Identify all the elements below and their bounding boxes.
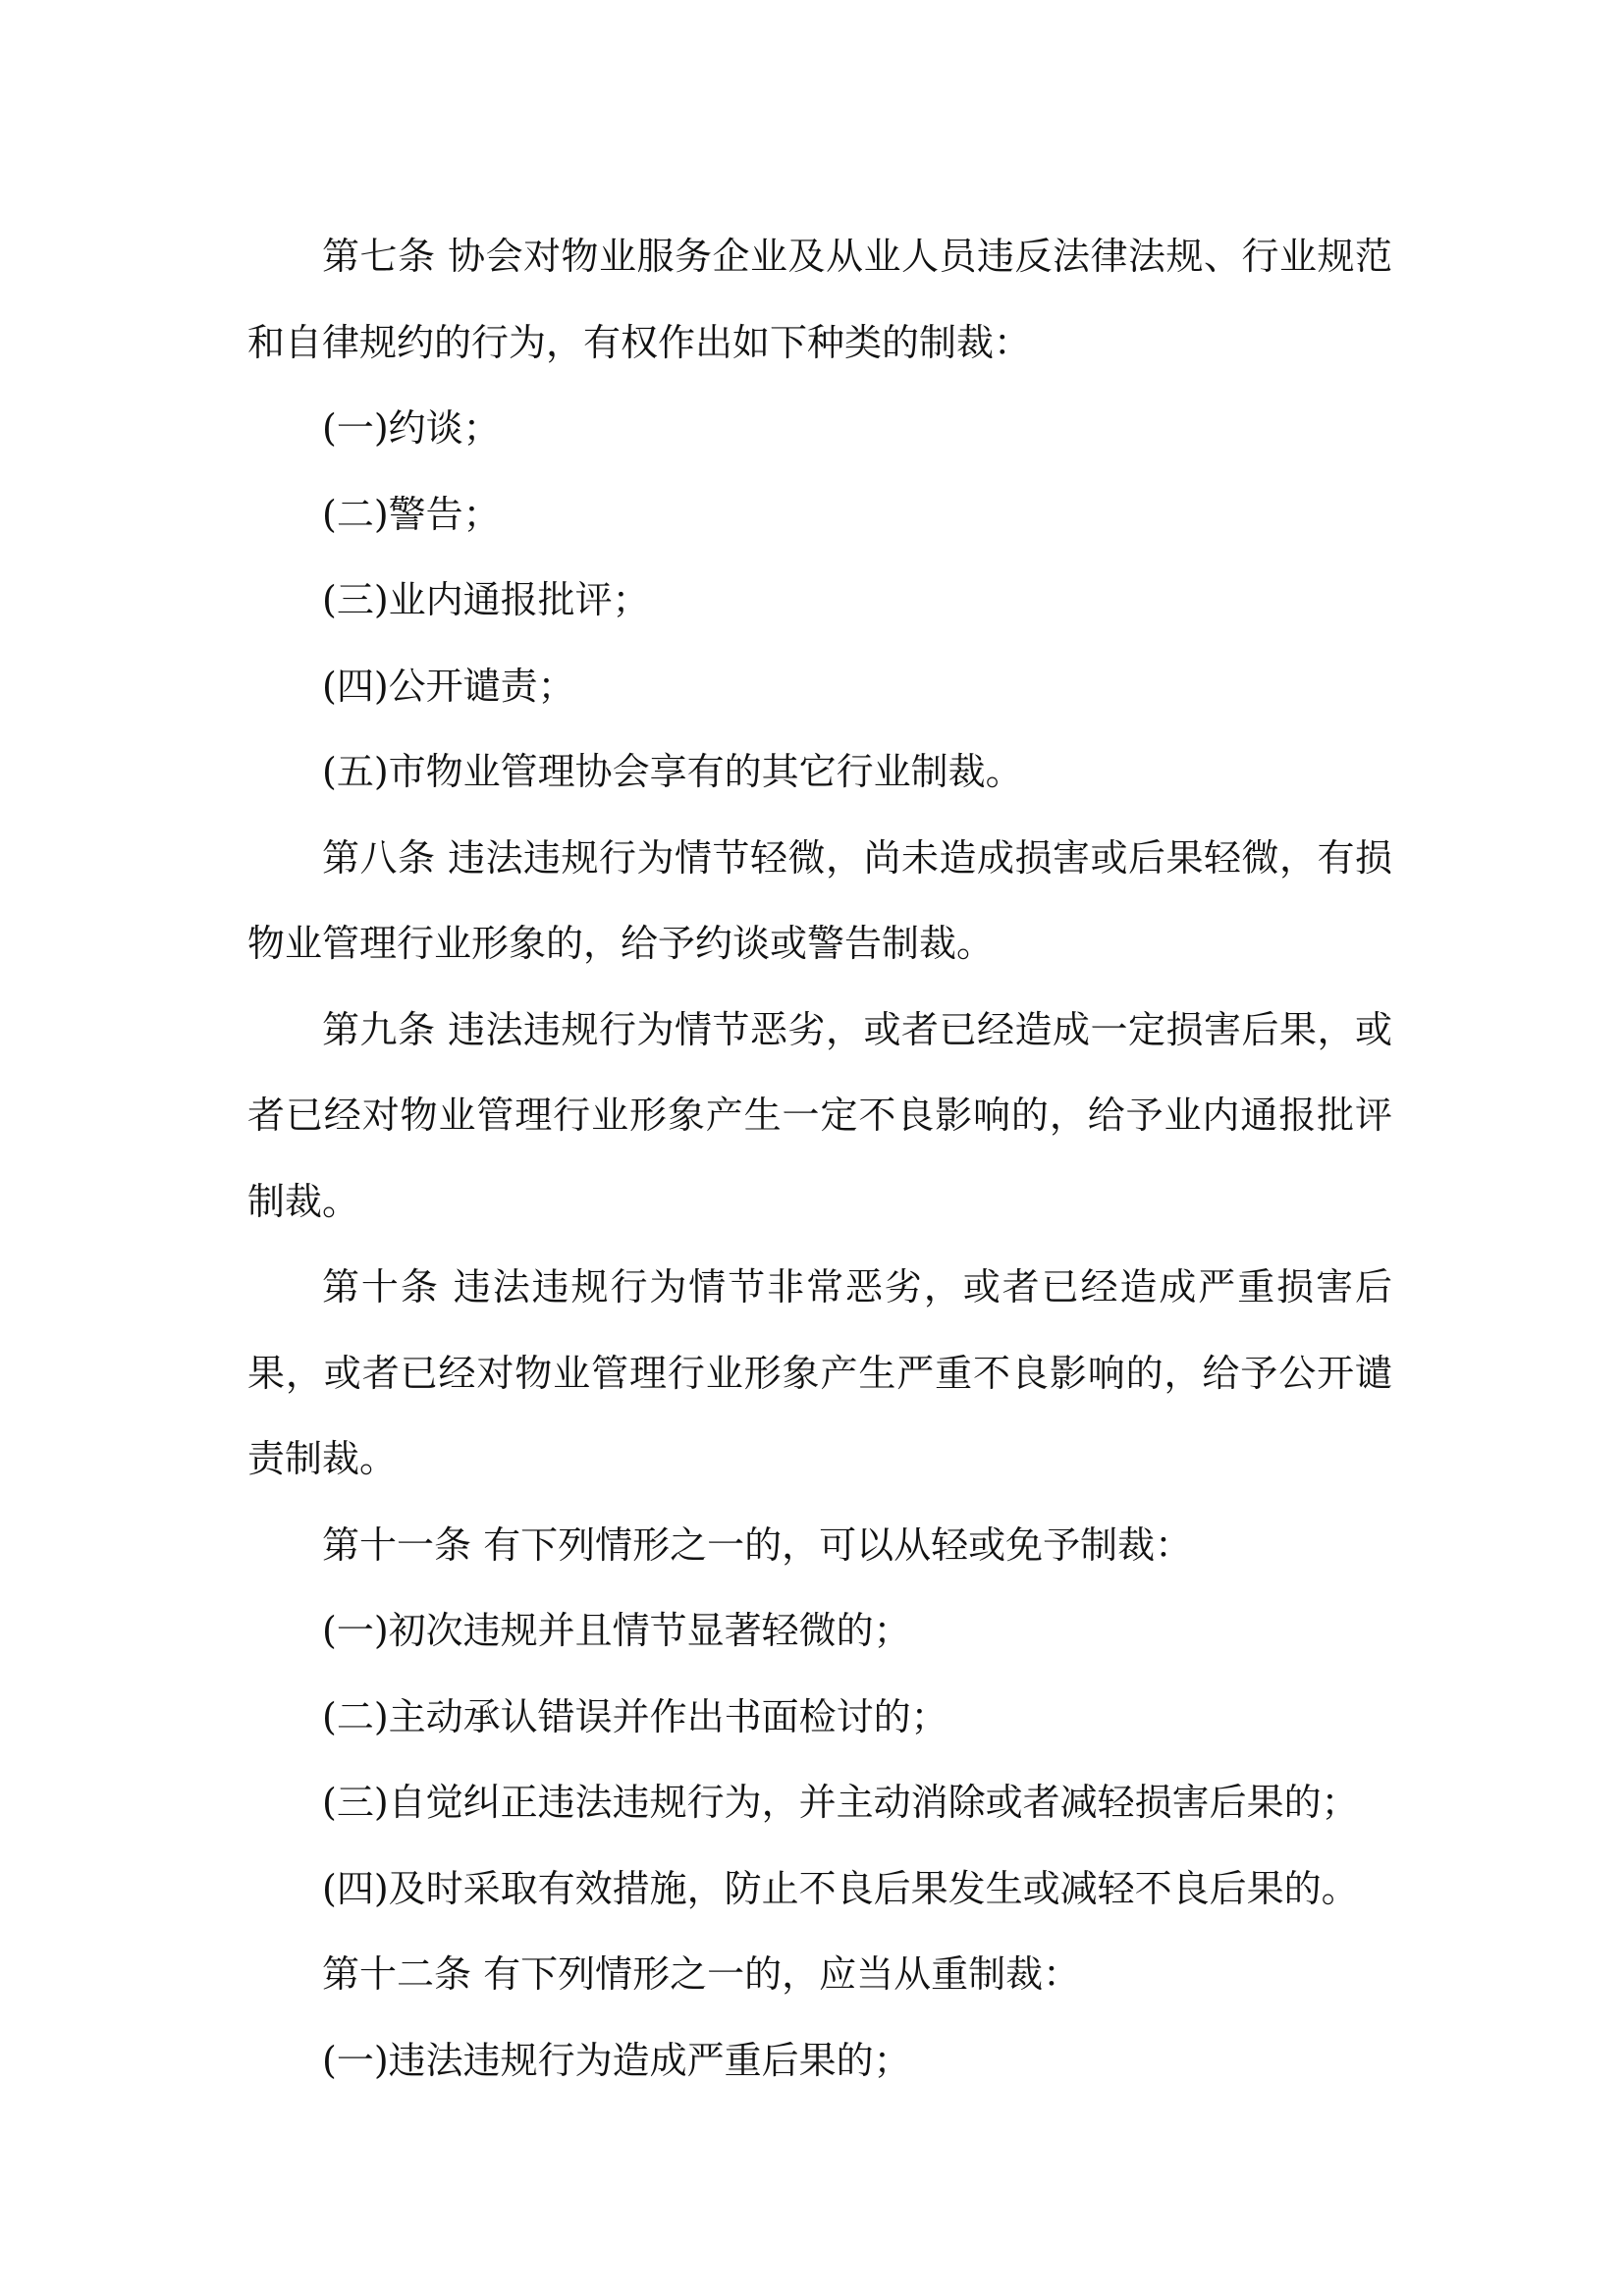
article-12-item-1: (一)违法违规行为造成严重后果的； — [322, 2038, 911, 2082]
article-7-item-4: (四)公开谴责； — [322, 664, 575, 708]
article-11-paragraph: 第十一条 有下列情形之一的，可以从轻或免予制裁： — [322, 1522, 1193, 1567]
article-7-paragraph: 第七条 协会对物业服务企业及从业人员违反法律法规、行业规范和自律规约的行为，有权作出如下种类的制裁： — [247, 235, 1392, 364]
article-11-item-1: (一)初次违规并且情节显著轻微的； — [322, 1609, 911, 1652]
article-7-item-5: (五)市物业管理协会享有的其它行业制裁。 — [322, 750, 1023, 793]
article-11-item-4: (四)及时采取有效措施，防止不良后果发生或减轻不良后果的。 — [322, 1866, 1359, 1910]
article-12-paragraph: 第十二条 有下列情形之一的，应当从重制裁： — [322, 1952, 1081, 1996]
article-10-paragraph: 第十条 违法违规行为情节非常恶劣，或者已经造成严重损害后果，或者已经对物业管理行业形象产生严重不良影响的，给予公开谴责制裁。 — [247, 1265, 1392, 1480]
article-11-item-2: (二)主动承认错误并作出书面检讨的； — [322, 1694, 948, 1738]
article-9-paragraph: 第九条 违法违规行为情节恶劣，或者已经造成一定损害后果，或者已经对物业管理行业形象产生一定不良影响的，给予业内通报批评制裁。 — [247, 1007, 1392, 1223]
article-7-item-1: (一)约谈； — [322, 406, 501, 450]
article-7-item-2: (二)警告； — [322, 492, 501, 536]
article-8-paragraph: 第八条 违法违规行为情节轻微，尚未造成损害或后果轻微，有损物业管理行业形象的，给予约谈或警告制裁。 — [247, 835, 1392, 965]
article-11-item-3: (三)自觉纠正违法违规行为，并主动消除或者减轻损害后果的； — [322, 1781, 1359, 1824]
document-body — [247, 214, 1392, 2104]
article-7-item-3: (三)业内通报批评； — [322, 578, 650, 621]
